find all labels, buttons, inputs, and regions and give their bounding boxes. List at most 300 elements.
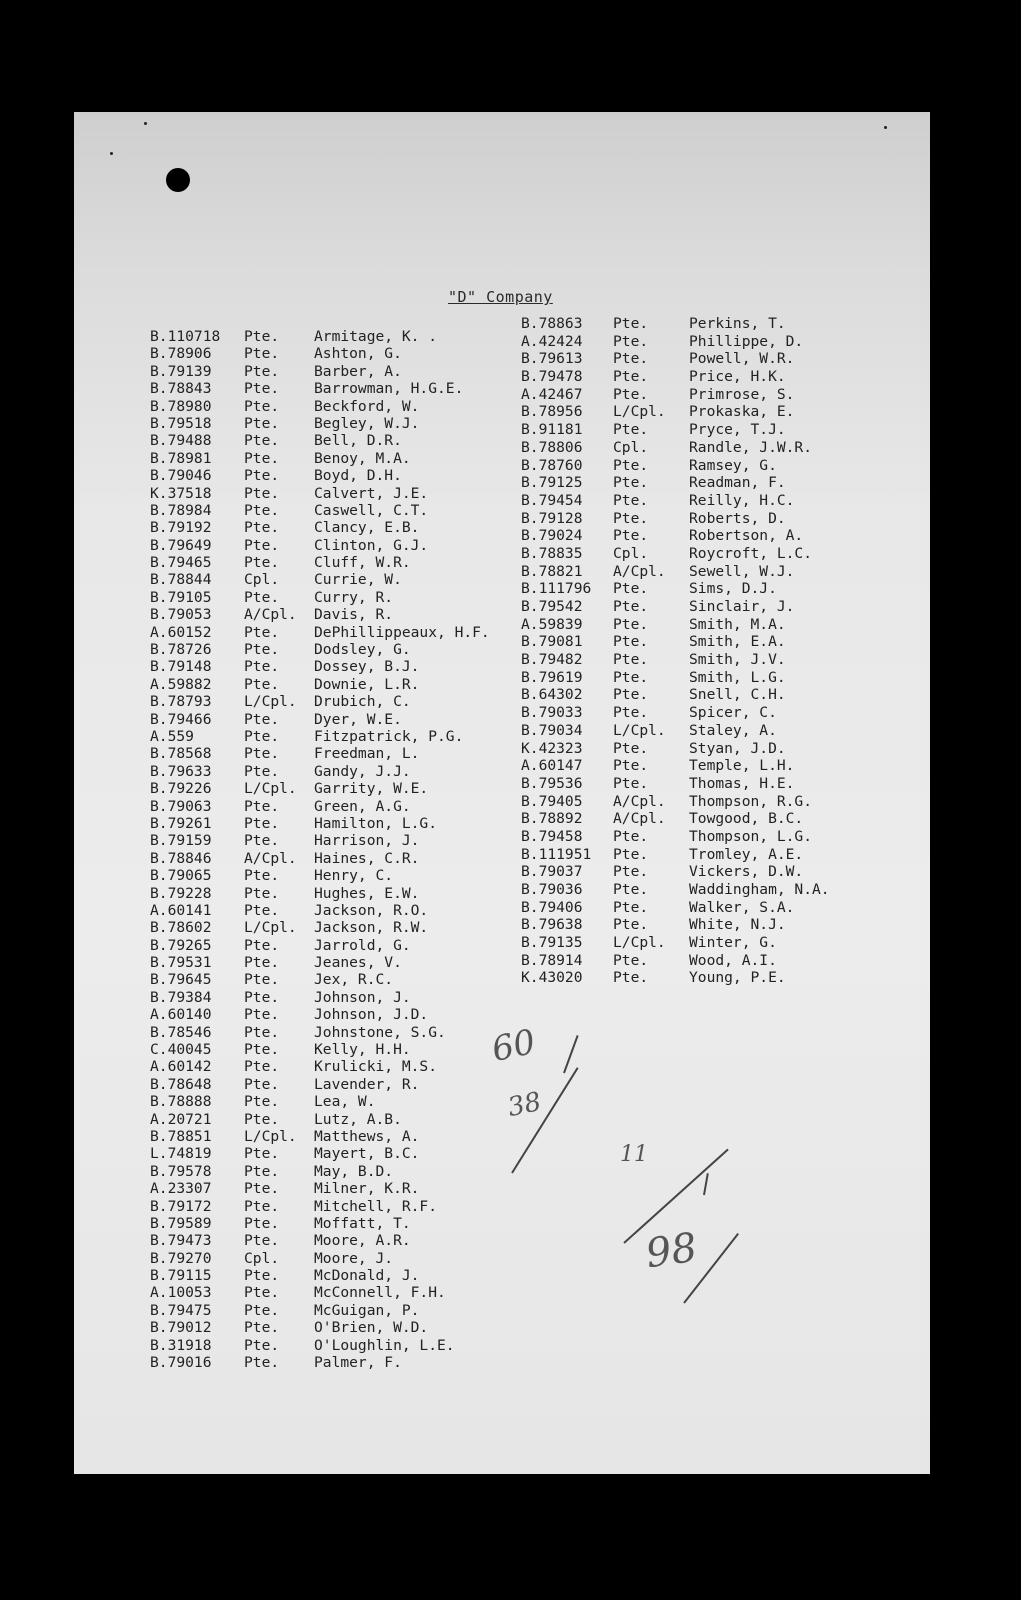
service-number: B.79482 bbox=[521, 651, 583, 669]
service-number: B.64302 bbox=[521, 686, 583, 704]
service-number: B.78980 bbox=[150, 397, 212, 415]
soldier-name: McGuigan, P. bbox=[314, 1301, 420, 1319]
soldier-name: Winter, G. bbox=[689, 934, 777, 952]
service-number: B.79115 bbox=[150, 1267, 212, 1285]
service-number: B.79458 bbox=[521, 827, 583, 845]
rank: Pte. bbox=[244, 901, 280, 919]
service-number: B.79384 bbox=[150, 988, 212, 1006]
soldier-name: Wood, A.I. bbox=[689, 951, 777, 969]
rank: Pte. bbox=[244, 554, 280, 572]
rank: Pte. bbox=[244, 1093, 280, 1111]
soldier-name: Towgood, B.C. bbox=[689, 810, 804, 828]
rank: Pte. bbox=[613, 368, 649, 386]
service-number: B.79578 bbox=[150, 1162, 212, 1180]
service-number: B.78760 bbox=[521, 456, 583, 474]
service-number: B.79024 bbox=[521, 527, 583, 545]
rank: A/Cpl. bbox=[613, 792, 666, 810]
service-number: B.79542 bbox=[521, 598, 583, 615]
rank: Pte. bbox=[613, 527, 649, 545]
rank: L/Cpl. bbox=[613, 403, 666, 421]
service-number: B.79649 bbox=[150, 536, 212, 554]
soldier-name: Mitchell, R.F. bbox=[314, 1197, 438, 1215]
service-number: A.559 bbox=[150, 727, 194, 745]
rank: Pte. bbox=[244, 1075, 280, 1093]
service-number: B.78863 bbox=[521, 315, 583, 332]
rank: Pte. bbox=[613, 350, 649, 368]
service-number: A.42467 bbox=[521, 385, 583, 403]
service-number: A.59839 bbox=[521, 615, 583, 633]
rank: Pte. bbox=[244, 536, 280, 554]
soldier-name: Ramsey, G. bbox=[689, 456, 777, 474]
rank: Pte. bbox=[613, 686, 649, 704]
soldier-name: Temple, L.H. bbox=[689, 757, 795, 775]
rank: Pte. bbox=[244, 1041, 280, 1059]
soldier-name: Walker, S.A. bbox=[689, 898, 795, 916]
rank: Pte. bbox=[244, 1197, 280, 1215]
service-number: B.79270 bbox=[150, 1249, 212, 1267]
rank: Pte. bbox=[613, 315, 649, 332]
service-number: B.79465 bbox=[150, 554, 212, 572]
service-number: B.110718 bbox=[150, 328, 221, 345]
rank: Pte. bbox=[244, 1232, 280, 1250]
service-number: B.79159 bbox=[150, 832, 212, 850]
rank: Pte. bbox=[613, 881, 649, 898]
soldier-name: Jackson, R.O. bbox=[314, 901, 429, 919]
soldier-name: Price, H.K. bbox=[689, 368, 786, 386]
rank: Pte. bbox=[244, 1058, 280, 1076]
service-number: B.91181 bbox=[521, 421, 583, 439]
service-number: B.79105 bbox=[150, 588, 212, 606]
rank: A/Cpl. bbox=[613, 810, 666, 828]
rank: Pte. bbox=[613, 633, 649, 651]
rank: Pte. bbox=[244, 675, 280, 693]
service-number: B.31918 bbox=[150, 1336, 212, 1354]
rank: Pte. bbox=[613, 757, 649, 775]
service-number: B.79226 bbox=[150, 780, 212, 798]
rank: Pte. bbox=[244, 1319, 280, 1337]
soldier-name: Johnson, J. bbox=[314, 988, 411, 1006]
rank: Pte. bbox=[244, 380, 280, 398]
soldier-name: Bell, D.R. bbox=[314, 432, 402, 450]
rank: Pte. bbox=[244, 1301, 280, 1319]
rank: L/Cpl. bbox=[613, 934, 666, 952]
service-number: B.78568 bbox=[150, 745, 212, 763]
rank: Pte. bbox=[244, 641, 280, 659]
rank: Pte. bbox=[244, 397, 280, 415]
soldier-name: Snell, C.H. bbox=[689, 686, 786, 704]
rank: Pte. bbox=[244, 710, 280, 728]
soldier-name: Jackson, R.W. bbox=[314, 919, 429, 937]
soldier-name: Fitzpatrick, P.G. bbox=[314, 727, 464, 745]
soldier-name: Readman, F. bbox=[689, 474, 786, 492]
soldier-name: Waddingham, N.A. bbox=[689, 881, 830, 898]
service-number: A.60142 bbox=[150, 1058, 212, 1076]
rank: L/Cpl. bbox=[244, 919, 297, 937]
service-number: A.60140 bbox=[150, 1006, 212, 1024]
service-number: B.79265 bbox=[150, 936, 212, 954]
rank: Pte. bbox=[244, 884, 280, 902]
soldier-name: Thompson, L.G. bbox=[689, 827, 813, 845]
soldier-name: Dossey, B.J. bbox=[314, 658, 420, 676]
soldier-name: Mayert, B.C. bbox=[314, 1145, 420, 1163]
rank: Pte. bbox=[244, 1006, 280, 1024]
soldier-name: Gandy, J.J. bbox=[314, 762, 411, 780]
soldier-name: Perkins, T. bbox=[689, 315, 786, 332]
soldier-name: Young, P.E. bbox=[689, 969, 786, 987]
service-number: B.79638 bbox=[521, 916, 583, 934]
soldier-name: Calvert, J.E. bbox=[314, 484, 429, 502]
rank: Cpl. bbox=[613, 438, 649, 456]
rank: Pte. bbox=[244, 328, 280, 345]
rank: Pte. bbox=[244, 345, 280, 363]
service-number: B.78846 bbox=[150, 849, 212, 867]
rank: Pte. bbox=[244, 414, 280, 432]
soldier-name: Johnstone, S.G. bbox=[314, 1023, 446, 1041]
soldier-name: Lea, W. bbox=[314, 1093, 376, 1111]
rank: Pte. bbox=[244, 362, 280, 380]
rank: Pte. bbox=[244, 1214, 280, 1232]
service-number: B.79135 bbox=[521, 934, 583, 952]
soldier-name: Tromley, A.E. bbox=[689, 845, 804, 863]
service-number: B.111796 bbox=[521, 580, 592, 598]
soldier-name: Drubich, C. bbox=[314, 693, 411, 711]
rank: Pte. bbox=[244, 1023, 280, 1041]
rank: Pte. bbox=[613, 704, 649, 722]
soldier-name: Sinclair, J. bbox=[689, 598, 795, 615]
soldier-name: Green, A.G. bbox=[314, 797, 411, 815]
soldier-name: Vickers, D.W. bbox=[689, 863, 804, 881]
rank: Pte. bbox=[613, 421, 649, 439]
soldier-name: Pryce, T.J. bbox=[689, 421, 786, 439]
rank: Pte. bbox=[244, 501, 280, 519]
service-number: B.79518 bbox=[150, 414, 212, 432]
service-number: K.42323 bbox=[521, 739, 583, 757]
soldier-name: Barrowman, H.G.E. bbox=[314, 380, 464, 398]
soldier-name: Smith, M.A. bbox=[689, 615, 786, 633]
company-title: "D" Company bbox=[448, 288, 553, 306]
rank: Pte. bbox=[613, 774, 649, 792]
service-number: B.79589 bbox=[150, 1214, 212, 1232]
service-number: B.78981 bbox=[150, 449, 212, 467]
rank: Pte. bbox=[244, 1336, 280, 1354]
service-number: B.78835 bbox=[521, 544, 583, 562]
soldier-name: Palmer, F. bbox=[314, 1354, 402, 1372]
rank: Pte. bbox=[613, 580, 649, 598]
soldier-name: O'Loughlin, L.E. bbox=[314, 1336, 455, 1354]
rank: A/Cpl. bbox=[244, 849, 297, 867]
rank: Pte. bbox=[613, 916, 649, 934]
soldier-name: Clinton, G.J. bbox=[314, 536, 429, 554]
service-number: B.78914 bbox=[521, 951, 583, 969]
service-number: B.78806 bbox=[521, 438, 583, 456]
service-number: B.79406 bbox=[521, 898, 583, 916]
soldier-name: Dyer, W.E. bbox=[314, 710, 402, 728]
rank: Pte. bbox=[244, 1354, 280, 1372]
service-number: L.74819 bbox=[150, 1145, 212, 1163]
rank: Pte. bbox=[244, 814, 280, 832]
service-number: B.79172 bbox=[150, 1197, 212, 1215]
service-number: B.78956 bbox=[521, 403, 583, 421]
rank: Pte. bbox=[244, 658, 280, 676]
service-number: B.79475 bbox=[150, 1301, 212, 1319]
soldier-name: Phillippe, D. bbox=[689, 332, 804, 350]
rank: Pte. bbox=[244, 484, 280, 502]
soldier-name: Hamilton, L.G. bbox=[314, 814, 438, 832]
rank: L/Cpl. bbox=[613, 721, 666, 739]
soldier-name: O'Brien, W.D. bbox=[314, 1319, 429, 1337]
soldier-name: Boyd, D.H. bbox=[314, 467, 402, 485]
rank: Pte. bbox=[613, 385, 649, 403]
soldier-name: Currie, W. bbox=[314, 571, 402, 589]
rank: L/Cpl. bbox=[244, 1127, 297, 1145]
rank: Pte. bbox=[244, 762, 280, 780]
service-number: B.79081 bbox=[521, 633, 583, 651]
rank: Pte. bbox=[244, 971, 280, 989]
soldier-name: Moore, A.R. bbox=[314, 1232, 411, 1250]
service-number: B.79128 bbox=[521, 509, 583, 527]
service-number: B.79531 bbox=[150, 954, 212, 972]
speck bbox=[110, 152, 113, 155]
soldier-name: Robertson, A. bbox=[689, 527, 804, 545]
service-number: B.79473 bbox=[150, 1232, 212, 1250]
punch-hole bbox=[166, 168, 190, 192]
rank: Pte. bbox=[244, 936, 280, 954]
service-number: B.79063 bbox=[150, 797, 212, 815]
service-number: C.40045 bbox=[150, 1041, 212, 1059]
service-number: B.78793 bbox=[150, 693, 212, 711]
soldier-name: Armitage, K. . bbox=[314, 328, 438, 345]
soldier-name: Lutz, A.B. bbox=[314, 1110, 402, 1128]
service-number: B.78726 bbox=[150, 641, 212, 659]
rank: Pte. bbox=[244, 954, 280, 972]
rank: Pte. bbox=[244, 1110, 280, 1128]
soldier-name: Thomas, H.E. bbox=[689, 774, 795, 792]
soldier-name: Smith, J.V. bbox=[689, 651, 786, 669]
rank: Pte. bbox=[244, 832, 280, 850]
soldier-name: Barber, A. bbox=[314, 362, 402, 380]
soldier-name: Haines, C.R. bbox=[314, 849, 420, 867]
rank: Pte. bbox=[613, 827, 649, 845]
rank: Pte. bbox=[244, 745, 280, 763]
soldier-name: Jarrold, G. bbox=[314, 936, 411, 954]
rank: Pte. bbox=[244, 623, 280, 641]
speck bbox=[884, 126, 887, 129]
service-number: B.79613 bbox=[521, 350, 583, 368]
soldier-name: Randle, J.W.R. bbox=[689, 438, 813, 456]
service-number: B.79645 bbox=[150, 971, 212, 989]
soldier-name: Moore, J. bbox=[314, 1249, 394, 1267]
soldier-name: Freedman, L. bbox=[314, 745, 420, 763]
pencil-note: 60 bbox=[488, 1021, 539, 1071]
soldier-name: Harrison, J. bbox=[314, 832, 420, 850]
soldier-name: Styan, J.D. bbox=[689, 739, 786, 757]
service-number: B.79478 bbox=[521, 368, 583, 386]
service-number: A.23307 bbox=[150, 1180, 212, 1198]
service-number: B.78844 bbox=[150, 571, 212, 589]
rank: L/Cpl. bbox=[244, 780, 297, 798]
rank: Pte. bbox=[613, 651, 649, 669]
rank: Pte. bbox=[244, 588, 280, 606]
rank: Pte. bbox=[244, 467, 280, 485]
rank: Pte. bbox=[244, 449, 280, 467]
soldier-name: Sims, D.J. bbox=[689, 580, 777, 598]
rank: Pte. bbox=[613, 491, 649, 509]
soldier-name: Benoy, M.A. bbox=[314, 449, 411, 467]
service-number: B.79016 bbox=[150, 1354, 212, 1372]
service-number: A.42424 bbox=[521, 332, 583, 350]
rank: Pte. bbox=[613, 456, 649, 474]
service-number: B.79012 bbox=[150, 1319, 212, 1337]
soldier-name: Kelly, H.H. bbox=[314, 1041, 411, 1059]
service-number: B.78843 bbox=[150, 380, 212, 398]
soldier-name: Downie, L.R. bbox=[314, 675, 420, 693]
rank: Pte. bbox=[613, 898, 649, 916]
soldier-name: Garrity, W.E. bbox=[314, 780, 429, 798]
service-number: B.79036 bbox=[521, 881, 583, 898]
rank: Pte. bbox=[613, 615, 649, 633]
soldier-name: Jex, R.C. bbox=[314, 971, 394, 989]
service-number: B.78602 bbox=[150, 919, 212, 937]
soldier-name: Thompson, R.G. bbox=[689, 792, 813, 810]
soldier-name: McConnell, F.H. bbox=[314, 1284, 446, 1302]
soldier-name: Dodsley, G. bbox=[314, 641, 411, 659]
rank: A/Cpl. bbox=[244, 606, 297, 624]
rank: Pte. bbox=[244, 432, 280, 450]
rank: Pte. bbox=[244, 1162, 280, 1180]
rank: Pte. bbox=[244, 988, 280, 1006]
service-number: B.79261 bbox=[150, 814, 212, 832]
service-number: B.78546 bbox=[150, 1023, 212, 1041]
soldier-name: Krulicki, M.S. bbox=[314, 1058, 438, 1076]
soldier-name: Hughes, E.W. bbox=[314, 884, 420, 902]
soldier-name: Smith, E.A. bbox=[689, 633, 786, 651]
soldier-name: Johnson, J.D. bbox=[314, 1006, 429, 1024]
rank: Pte. bbox=[613, 509, 649, 527]
service-number: B.79053 bbox=[150, 606, 212, 624]
document-page bbox=[74, 112, 930, 1474]
soldier-name: Powell, W.R. bbox=[689, 350, 795, 368]
soldier-name: Henry, C. bbox=[314, 867, 394, 885]
rank: Cpl. bbox=[244, 571, 280, 589]
rank: Pte. bbox=[244, 1145, 280, 1163]
rank: Cpl. bbox=[613, 544, 649, 562]
soldier-name: Davis, R. bbox=[314, 606, 394, 624]
rank: Cpl. bbox=[244, 1249, 280, 1267]
soldier-name: Milner, K.R. bbox=[314, 1180, 420, 1198]
rank: Pte. bbox=[613, 951, 649, 969]
pencil-stroke bbox=[703, 1173, 709, 1195]
rank: Pte. bbox=[244, 519, 280, 537]
service-number: B.79046 bbox=[150, 467, 212, 485]
pencil-note: 38 bbox=[505, 1086, 544, 1124]
rank: Pte. bbox=[613, 863, 649, 881]
rank: Pte. bbox=[613, 739, 649, 757]
service-number: B.79065 bbox=[150, 867, 212, 885]
service-number: B.79033 bbox=[521, 704, 583, 722]
service-number: B.79488 bbox=[150, 432, 212, 450]
rank: Pte. bbox=[613, 332, 649, 350]
soldier-name: May, B.D. bbox=[314, 1162, 394, 1180]
soldier-name: Jeanes, V. bbox=[314, 954, 402, 972]
service-number: B.78888 bbox=[150, 1093, 212, 1111]
soldier-name: DePhillippeaux, H.F. bbox=[314, 623, 490, 641]
service-number: B.79192 bbox=[150, 519, 212, 537]
soldier-name: Smith, L.G. bbox=[689, 668, 786, 686]
pencil-note: 11 bbox=[620, 1142, 648, 1167]
service-number: B.78892 bbox=[521, 810, 583, 828]
service-number: B.79034 bbox=[521, 721, 583, 739]
soldier-name: Beckford, W. bbox=[314, 397, 420, 415]
service-number: B.79148 bbox=[150, 658, 212, 676]
rank: Pte. bbox=[613, 969, 649, 987]
soldier-name: McDonald, J. bbox=[314, 1267, 420, 1285]
speck bbox=[144, 122, 147, 125]
rank: Pte. bbox=[244, 727, 280, 745]
soldier-name: Clancy, E.B. bbox=[314, 519, 420, 537]
service-number: B.79228 bbox=[150, 884, 212, 902]
soldier-name: Primrose, S. bbox=[689, 385, 795, 403]
soldier-name: White, N.J. bbox=[689, 916, 786, 934]
soldier-name: Caswell, C.T. bbox=[314, 501, 429, 519]
soldier-name: Curry, R. bbox=[314, 588, 394, 606]
service-number: B.78851 bbox=[150, 1127, 212, 1145]
rank: Pte. bbox=[613, 474, 649, 492]
service-number: A.20721 bbox=[150, 1110, 212, 1128]
rank: Pte. bbox=[613, 598, 649, 615]
soldier-name: Lavender, R. bbox=[314, 1075, 420, 1093]
rank: Pte. bbox=[244, 1267, 280, 1285]
soldier-name: Cluff, W.R. bbox=[314, 554, 411, 572]
service-number: B.78821 bbox=[521, 562, 583, 580]
rank: Pte. bbox=[244, 797, 280, 815]
soldier-name: Prokaska, E. bbox=[689, 403, 795, 421]
service-number: B.79139 bbox=[150, 362, 212, 380]
service-number: K.37518 bbox=[150, 484, 212, 502]
service-number: A.59882 bbox=[150, 675, 212, 693]
soldier-name: Reilly, H.C. bbox=[689, 491, 795, 509]
rank: L/Cpl. bbox=[244, 693, 297, 711]
soldier-name: Spicer, C. bbox=[689, 704, 777, 722]
pencil-note: 98 bbox=[643, 1224, 700, 1278]
rank: Pte. bbox=[244, 1284, 280, 1302]
service-number: B.111951 bbox=[521, 845, 592, 863]
service-number: B.78984 bbox=[150, 501, 212, 519]
rank: Pte. bbox=[613, 845, 649, 863]
soldier-name: Moffatt, T. bbox=[314, 1214, 411, 1232]
service-number: B.79619 bbox=[521, 668, 583, 686]
soldier-name: Roberts, D. bbox=[689, 509, 786, 527]
soldier-name: Sewell, W.J. bbox=[689, 562, 795, 580]
service-number: B.79633 bbox=[150, 762, 212, 780]
rank: Pte. bbox=[244, 1180, 280, 1198]
service-number: B.78906 bbox=[150, 345, 212, 363]
service-number: A.60147 bbox=[521, 757, 583, 775]
rank: Pte. bbox=[613, 668, 649, 686]
soldier-name: Begley, W.J. bbox=[314, 414, 420, 432]
soldier-name: Staley, A. bbox=[689, 721, 777, 739]
soldier-name: Matthews, A. bbox=[314, 1127, 420, 1145]
service-number: B.79125 bbox=[521, 474, 583, 492]
service-number: B.79466 bbox=[150, 710, 212, 728]
service-number: B.79405 bbox=[521, 792, 583, 810]
service-number: A.60152 bbox=[150, 623, 212, 641]
service-number: B.78648 bbox=[150, 1075, 212, 1093]
service-number: B.79037 bbox=[521, 863, 583, 881]
service-number: B.79454 bbox=[521, 491, 583, 509]
rank: Pte. bbox=[244, 867, 280, 885]
soldier-name: Ashton, G. bbox=[314, 345, 402, 363]
service-number: B.79536 bbox=[521, 774, 583, 792]
